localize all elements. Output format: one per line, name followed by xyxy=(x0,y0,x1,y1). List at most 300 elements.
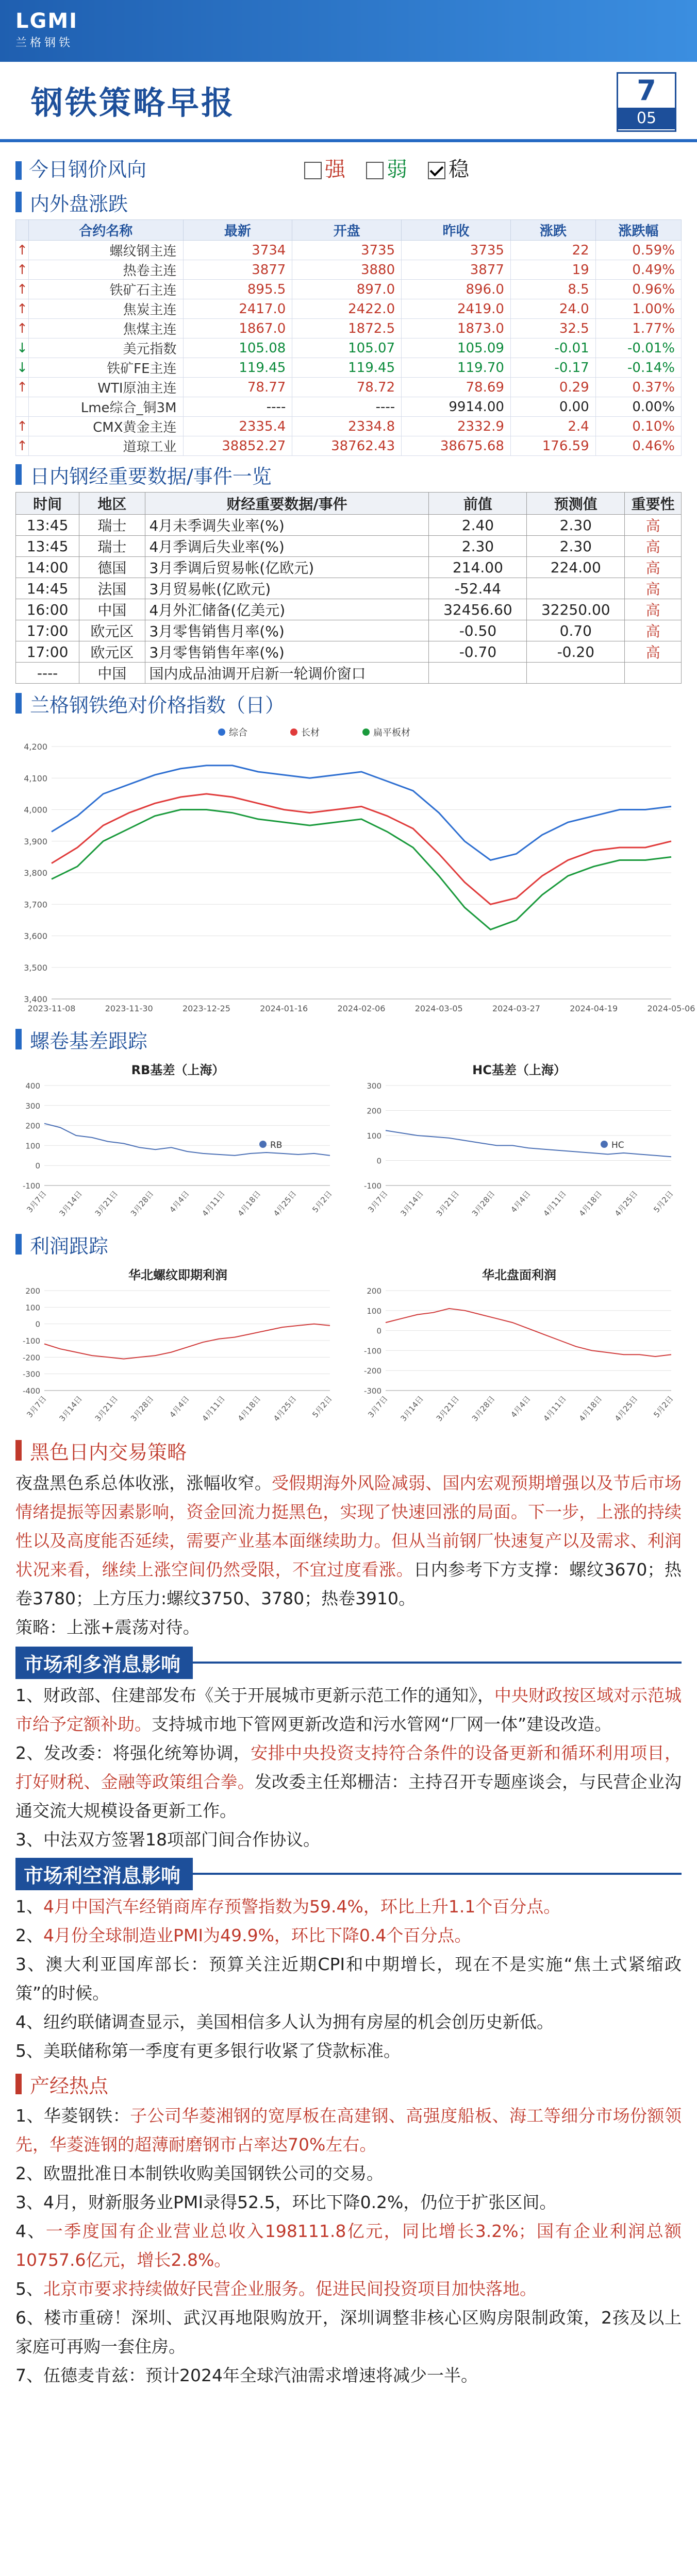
cell-prev: 32456.60 xyxy=(429,599,527,620)
cell-prev: 38675.68 xyxy=(402,436,511,456)
cell-last: 38852.27 xyxy=(183,436,292,456)
cell-time: 17:00 xyxy=(16,620,79,641)
cell-chg: 24.0 xyxy=(510,299,595,319)
trend-option-label: 稳 xyxy=(449,157,469,181)
checkbox-icon[interactable] xyxy=(304,162,322,179)
chart-title: 华北螺纹即期利润 xyxy=(128,1268,227,1282)
news-text: 7、伍德麦肯兹：预计2024年全球汽油需求增速将减少一半。 xyxy=(15,2365,478,2385)
good-news-header xyxy=(15,1647,682,1678)
basis-charts xyxy=(15,1057,682,1227)
x-tick-label: 4月4日 xyxy=(509,1394,533,1420)
news-text: 1、财政部、住建部发布《关于开展城市更新示范工作的通知》， xyxy=(15,1685,494,1705)
table-row xyxy=(16,436,682,456)
cell-event: 3月季调后贸易帐(亿欧元) xyxy=(145,557,429,578)
news-text: 4、纽约联储调查显示，美国相信多人认为拥有房屋的机会创历史新低。 xyxy=(15,2012,554,2032)
y-tick-label: 3,700 xyxy=(24,900,47,910)
news-item xyxy=(15,2361,682,2390)
legend-marker xyxy=(218,728,225,736)
cell-name: 铁矿FE主连 xyxy=(29,358,184,378)
cell-prev xyxy=(429,663,527,684)
cell-fcst: 2.30 xyxy=(527,536,625,557)
cell-chg: 19 xyxy=(510,260,595,280)
x-tick-label: 5月2日 xyxy=(652,1394,675,1420)
x-tick-label: 2023-11-30 xyxy=(105,1004,153,1013)
cell-name: 焦煤主连 xyxy=(29,319,184,338)
y-tick-label: 0 xyxy=(35,1319,40,1329)
arrow-up-icon: ↑ xyxy=(16,299,29,319)
spot-profit-chart xyxy=(15,1262,340,1432)
arrow-up-icon: ↑ xyxy=(16,378,29,397)
cell-prev: 2419.0 xyxy=(402,299,511,319)
market-section-header xyxy=(15,188,682,216)
cell-prev: 214.00 xyxy=(429,557,527,578)
x-tick-label: 3月28日 xyxy=(128,1394,156,1423)
news-text: 发改委主任郑栅洁：主持召开专题座谈会，与民营企业沟通交流大规模设备更新工作。 xyxy=(15,1772,682,1821)
x-tick-label: 3月7日 xyxy=(366,1394,390,1420)
y-tick-label: -300 xyxy=(22,1369,40,1379)
x-tick-label: 2024-04-19 xyxy=(570,1004,618,1013)
x-tick-label: 2023-12-25 xyxy=(182,1004,230,1013)
y-tick-label: 300 xyxy=(25,1101,40,1111)
x-tick-label: 3月28日 xyxy=(470,1189,497,1218)
cell-prev: 2.30 xyxy=(429,536,527,557)
industry-section-header xyxy=(15,2070,682,2098)
x-tick-label: 4月4日 xyxy=(509,1189,533,1215)
cell-chg: 0.00 xyxy=(510,397,595,417)
section-bar xyxy=(15,1029,22,1049)
news-text: 1、华菱钢铁： xyxy=(15,2106,130,2126)
cell-last: 3734 xyxy=(183,241,292,260)
trend-row xyxy=(15,149,682,185)
cell-pct: -0.01% xyxy=(595,338,681,358)
cell-prev: 3877 xyxy=(402,260,511,280)
news-item xyxy=(15,1892,682,1921)
date-box xyxy=(617,72,676,132)
news-text: 4月份全球制造业PMI为49.9%，环比下降0.4个百分点。 xyxy=(43,1925,472,1945)
y-tick-label: 200 xyxy=(367,1286,381,1296)
hc-basis-chart xyxy=(357,1057,682,1227)
cell-event: 4月未季调失业率(%) xyxy=(145,515,429,536)
news-text: 中央财政按区域对示范城市给予定额补助。 xyxy=(15,1685,682,1734)
news-text: 2、 xyxy=(15,1925,43,1945)
econ-section-header xyxy=(15,460,682,489)
x-tick-label: 5月2日 xyxy=(310,1189,334,1215)
x-tick-label: 4月25日 xyxy=(271,1189,298,1218)
column-header: 地区 xyxy=(79,493,145,515)
x-tick-label: 4月25日 xyxy=(612,1394,640,1423)
cell-prev: 3735 xyxy=(402,241,511,260)
news-text: 3、4月，财新服务业PMI录得52.5，环比下降0.2%，仍位于扩张区间。 xyxy=(15,2192,557,2212)
cell-region: 欧元区 xyxy=(79,620,145,641)
y-tick-label: -100 xyxy=(363,1346,381,1356)
cell-open: 119.45 xyxy=(292,358,402,378)
y-tick-label: 100 xyxy=(367,1131,381,1141)
x-tick-label: 3月7日 xyxy=(366,1189,390,1215)
profit-section-title: 利润跟踪 xyxy=(30,1234,109,1258)
cell-pct: 0.59% xyxy=(595,241,681,260)
x-tick-label: 3月7日 xyxy=(25,1394,48,1420)
cell-region: 德国 xyxy=(79,557,145,578)
date-day: 7 xyxy=(637,74,656,107)
cell-prev: 2.40 xyxy=(429,515,527,536)
cell-last: 3877 xyxy=(183,260,292,280)
table-row xyxy=(16,338,682,358)
y-tick-label: -100 xyxy=(363,1181,381,1191)
arrow-up-icon: ↑ xyxy=(16,241,29,260)
x-tick-label: 4月18日 xyxy=(236,1394,263,1423)
x-tick-label: 3月21日 xyxy=(434,1189,461,1218)
cell-prev: -0.50 xyxy=(429,620,527,641)
cell-name: 铁矿石主连 xyxy=(29,280,184,299)
cell-region: 欧元区 xyxy=(79,641,145,663)
market-section-title: 内外盘涨跌 xyxy=(30,192,128,215)
x-tick-label: 3月21日 xyxy=(434,1394,461,1423)
news-text: 子公司华菱湘钢的宽厚板在高建钢、高强度船板、海工等细分市场份额领先，华菱涟钢的超薄耐磨钢市占率达70%左右。 xyxy=(15,2106,682,2155)
y-tick-label: 0 xyxy=(376,1156,381,1166)
cell-open: 38762.43 xyxy=(292,436,402,456)
y-tick-label: 100 xyxy=(25,1303,40,1313)
news-item xyxy=(15,2217,682,2275)
table-row xyxy=(16,641,682,663)
trend-option[interactable] xyxy=(366,158,407,181)
cell-open: 1872.5 xyxy=(292,319,402,338)
section-bar xyxy=(15,1440,22,1461)
no-change-icon xyxy=(16,397,29,417)
x-tick-label: 2023-11-08 xyxy=(27,1004,76,1013)
cell-event: 3月贸易帐(亿欧元) xyxy=(145,578,429,599)
cell-open: 2334.8 xyxy=(292,417,402,436)
logo-cn: 兰格钢铁 xyxy=(15,37,74,49)
x-tick-label: 3月21日 xyxy=(93,1189,120,1218)
cell-event: 国内成品油调开启新一轮调价窗口 xyxy=(145,663,429,684)
news-text: 5、美联储称第一季度有更多银行收紧了贷款标准。 xyxy=(15,2041,401,2061)
section-bar xyxy=(15,192,22,212)
cell-event: 3月零售销售年率(%) xyxy=(145,641,429,663)
legend-label: 扁平板材 xyxy=(373,727,410,738)
news-text: 4月中国汽车经销商库存预警指数为59.4%，环比上升1.1个百分点。 xyxy=(43,1896,561,1917)
column-header: 最新 xyxy=(183,220,292,241)
chart-title: RB基差（上海） xyxy=(131,1063,225,1077)
y-tick-label: -200 xyxy=(22,1353,40,1363)
cell-imp: 高 xyxy=(625,515,682,536)
cell-last: 119.45 xyxy=(183,358,292,378)
cell-name: 焦炭主连 xyxy=(29,299,184,319)
cell-pct: 0.46% xyxy=(595,436,681,456)
column-header: 预测值 xyxy=(527,493,625,515)
column-header: 涨跌 xyxy=(510,220,595,241)
cell-prev: 78.69 xyxy=(402,378,511,397)
strategy-p1b: 受假期海外风险减弱、国内宏观预期增强以及节后市场情绪提振等因素影响，资金回流力挺黑色，实现了快速回涨的局面。下一步，上涨的持续性以及高度能否延续，需要产业基本面继续助力。但从当前钢厂快速复产以及需求、利润状况来看，继续上涨空间仍然受限，不宜过度看涨。 xyxy=(15,1473,682,1580)
cell-name: 热卷主连 xyxy=(29,260,184,280)
y-tick-label: 3,400 xyxy=(24,994,47,1004)
news-text: 4、 xyxy=(15,2221,46,2241)
news-text: 安排中央投资支持符合条件的设备更新和循环利用项目，打好财税、金融等政策组合拳。 xyxy=(15,1743,682,1792)
legend-label: 长材 xyxy=(301,727,320,738)
legend-marker xyxy=(259,1141,267,1148)
section-line xyxy=(193,1662,682,1664)
column-header: 开盘 xyxy=(292,220,402,241)
news-text: 5、 xyxy=(15,2279,43,2299)
x-tick-label: 3月7日 xyxy=(25,1189,48,1215)
cell-open: 897.0 xyxy=(292,280,402,299)
header-band xyxy=(0,0,697,62)
strategy-text xyxy=(15,1469,682,1642)
y-tick-label: 400 xyxy=(25,1081,40,1091)
arrow-up-icon: ↑ xyxy=(16,436,29,456)
table-row xyxy=(16,599,682,620)
legend-label: RB xyxy=(270,1140,283,1150)
news-text: 2、欧盟批准日本制铁收购美国钢铁公司的交易。 xyxy=(15,2163,384,2183)
table-row xyxy=(16,280,682,299)
x-tick-label: 3月14日 xyxy=(399,1394,425,1423)
news-item xyxy=(15,2275,682,2303)
checkbox-icon[interactable] xyxy=(366,162,384,179)
econ-table-body xyxy=(16,515,682,684)
x-tick-label: 4月11日 xyxy=(541,1394,568,1423)
x-tick-label: 4月18日 xyxy=(577,1189,604,1218)
cell-prev: 9914.00 xyxy=(402,397,511,417)
y-tick-label: 100 xyxy=(367,1306,381,1316)
cell-fcst: 32250.00 xyxy=(527,599,625,620)
table-row xyxy=(16,397,682,417)
news-item xyxy=(15,1825,682,1854)
column-header: 涨跌幅 xyxy=(595,220,681,241)
industry-section-title: 产经热点 xyxy=(30,2074,109,2097)
x-tick-label: 4月11日 xyxy=(200,1189,227,1218)
cell-region: 瑞士 xyxy=(79,515,145,536)
cell-prev: 119.70 xyxy=(402,358,511,378)
x-tick-label: 5月2日 xyxy=(652,1189,675,1215)
news-item xyxy=(15,1950,682,2008)
table-row xyxy=(16,319,682,338)
cell-imp xyxy=(625,663,682,684)
cell-time: 13:45 xyxy=(16,536,79,557)
column-header: 财经重要数据/事件 xyxy=(145,493,429,515)
y-tick-label: -100 xyxy=(22,1181,40,1191)
table-row xyxy=(16,358,682,378)
x-tick-label: 3月14日 xyxy=(57,1394,84,1423)
cell-last: 105.08 xyxy=(183,338,292,358)
table-row xyxy=(16,417,682,436)
cell-prev: 105.09 xyxy=(402,338,511,358)
column-header: 合约名称 xyxy=(29,220,184,241)
y-tick-label: 200 xyxy=(25,1121,40,1131)
cell-last: ---- xyxy=(183,397,292,417)
cell-prev: 896.0 xyxy=(402,280,511,299)
cell-chg: 176.59 xyxy=(510,436,595,456)
title-row xyxy=(0,62,697,142)
y-tick-label: -400 xyxy=(22,1386,40,1396)
cell-event: 4月季调后失业率(%) xyxy=(145,536,429,557)
section-bar xyxy=(15,464,22,485)
y-tick-label: -300 xyxy=(363,1386,381,1396)
trend-option-label: 强 xyxy=(325,157,345,181)
cell-last: 2335.4 xyxy=(183,417,292,436)
cell-region: 中国 xyxy=(79,663,145,684)
cell-prev: -0.70 xyxy=(429,641,527,663)
cell-imp: 高 xyxy=(625,599,682,620)
x-tick-label: 2024-03-05 xyxy=(414,1004,463,1013)
cell-time: 13:45 xyxy=(16,515,79,536)
cell-chg: 0.29 xyxy=(510,378,595,397)
cell-chg: 32.5 xyxy=(510,319,595,338)
news-item xyxy=(15,1681,682,1739)
section-bar xyxy=(15,1234,22,1255)
x-tick-label: 3月21日 xyxy=(93,1394,120,1423)
profit-section-header xyxy=(15,1230,682,1259)
news-text: 3、中法双方签署18项部门间合作协议。 xyxy=(15,1829,320,1850)
trend-option[interactable] xyxy=(428,158,469,181)
x-tick-label: 2024-01-16 xyxy=(260,1004,308,1013)
news-text: 支持城市地下管网更新改造和污水管网“厂网一体”建设改造。 xyxy=(152,1714,612,1734)
x-tick-label: 3月28日 xyxy=(470,1394,497,1423)
arrow-up-icon: ↑ xyxy=(16,260,29,280)
cell-pct: 0.00% xyxy=(595,397,681,417)
x-tick-label: 5月2日 xyxy=(310,1394,334,1420)
cell-name: 螺纹钢主连 xyxy=(29,241,184,260)
cell-fcst: 2.30 xyxy=(527,515,625,536)
cell-name: CMX黄金主连 xyxy=(29,417,184,436)
arrow-down-icon: ↓ xyxy=(16,358,29,378)
x-tick-label: 2024-03-27 xyxy=(492,1004,540,1013)
section-bar xyxy=(15,161,22,180)
column-header: 昨收 xyxy=(402,220,511,241)
trend-options xyxy=(304,153,490,182)
section-bar xyxy=(15,2074,22,2094)
arrow-down-icon: ↓ xyxy=(16,338,29,358)
news-item xyxy=(15,2037,682,2065)
y-tick-label: 3,500 xyxy=(24,962,47,973)
cell-pct: 1.00% xyxy=(595,299,681,319)
cell-name: Lme综合_铜3M xyxy=(29,397,184,417)
cell-prev: 2332.9 xyxy=(402,417,511,436)
y-tick-label: 200 xyxy=(367,1106,381,1116)
cell-imp: 高 xyxy=(625,536,682,557)
y-tick-label: 3,900 xyxy=(24,836,47,846)
y-tick-label: 4,200 xyxy=(24,742,47,752)
cell-time: 17:00 xyxy=(16,641,79,663)
strategy-p1c: 日内参考下方支撑：螺纹3670；热卷3780；上方压力:螺纹3750、3780；热卷3910。 xyxy=(15,1560,682,1608)
table-row xyxy=(16,557,682,578)
news-item xyxy=(15,2102,682,2159)
cell-open: ---- xyxy=(292,397,402,417)
legend-marker xyxy=(362,728,370,736)
strategy-p2: 策略：上涨+震荡对待。 xyxy=(15,1617,200,1637)
table-row xyxy=(16,620,682,641)
x-tick-label: 3月14日 xyxy=(399,1189,425,1218)
good-news-title: 市场利多消息影响 xyxy=(15,1647,193,1679)
econ-section-title: 日内钢经重要数据/事件一览 xyxy=(30,465,272,488)
arrow-up-icon: ↑ xyxy=(16,319,29,338)
trend-section-title xyxy=(15,154,304,182)
cell-pct: -0.14% xyxy=(595,358,681,378)
news-item xyxy=(15,2008,682,2037)
strategy-p1a: 夜盘黑色系总体收涨，涨幅收窄。 xyxy=(15,1473,272,1493)
cell-time: 14:45 xyxy=(16,578,79,599)
strategy-section-title: 黑色日内交易策略 xyxy=(30,1440,187,1464)
econ-table xyxy=(15,492,682,684)
section-line xyxy=(193,1873,682,1875)
checkbox-checked-icon[interactable] xyxy=(428,162,445,179)
x-tick-label: 2024-05-06 xyxy=(647,1004,695,1013)
cell-prev: -52.44 xyxy=(429,578,527,599)
news-text: 1、 xyxy=(15,1896,43,1917)
news-item xyxy=(15,1739,682,1825)
cell-chg: 22 xyxy=(510,241,595,260)
x-tick-label: 3月28日 xyxy=(128,1189,156,1218)
cell-last: 78.77 xyxy=(183,378,292,397)
cell-fcst: 0.70 xyxy=(527,620,625,641)
arrow-up-icon: ↑ xyxy=(16,280,29,299)
cell-pct: 1.77% xyxy=(595,319,681,338)
x-tick-label: 4月4日 xyxy=(168,1189,191,1215)
x-tick-label: 4月4日 xyxy=(168,1394,191,1420)
x-tick-label: 4月25日 xyxy=(612,1189,640,1218)
x-tick-label: 2024-02-06 xyxy=(337,1004,386,1013)
cell-open: 105.07 xyxy=(292,338,402,358)
cell-name: 道琼工业 xyxy=(29,436,184,456)
cell-time: 14:00 xyxy=(16,557,79,578)
cell-imp: 高 xyxy=(625,578,682,599)
table-row xyxy=(16,663,682,684)
cell-pct: 0.37% xyxy=(595,378,681,397)
legend-marker xyxy=(290,728,297,736)
arrow-col xyxy=(16,220,29,241)
trend-option[interactable] xyxy=(304,158,345,181)
profit-charts xyxy=(15,1262,682,1432)
cell-chg: 2.4 xyxy=(510,417,595,436)
x-tick-label: 4月18日 xyxy=(236,1189,263,1218)
market-table-header xyxy=(16,220,682,241)
legend-label: 综合 xyxy=(229,727,247,738)
futures-profit-chart xyxy=(357,1262,682,1432)
cell-open: 2422.0 xyxy=(292,299,402,319)
page-title: 钢铁策略早报 xyxy=(31,84,236,122)
index-section-title: 兰格钢铁绝对价格指数（日） xyxy=(30,693,285,717)
table-row xyxy=(16,578,682,599)
cell-imp: 高 xyxy=(625,641,682,663)
cell-fcst: 224.00 xyxy=(527,557,625,578)
y-tick-label: 200 xyxy=(25,1286,40,1296)
cell-pct: 0.49% xyxy=(595,260,681,280)
date-month: 05 xyxy=(618,108,675,129)
cell-imp: 高 xyxy=(625,557,682,578)
y-tick-label: 4,100 xyxy=(24,773,47,784)
cell-event: 3月零售销售月率(%) xyxy=(145,620,429,641)
basis-section-title: 螺卷基差跟踪 xyxy=(30,1029,148,1053)
bad-news-list xyxy=(15,1892,682,2065)
index-chart xyxy=(15,721,695,1020)
table-row xyxy=(16,299,682,319)
cell-name: 美元指数 xyxy=(29,338,184,358)
cell-open: 3880 xyxy=(292,260,402,280)
y-tick-label: -100 xyxy=(22,1336,40,1346)
index-chart-wrap xyxy=(15,721,695,1022)
cell-pct: 0.10% xyxy=(595,417,681,436)
table-row xyxy=(16,536,682,557)
cell-chg: 8.5 xyxy=(510,280,595,299)
y-tick-label: 4,000 xyxy=(24,805,47,815)
cell-fcst xyxy=(527,663,625,684)
rb-basis-chart xyxy=(15,1057,340,1227)
basis-section-header xyxy=(15,1025,682,1054)
logo xyxy=(15,9,108,53)
y-tick-label: 300 xyxy=(367,1081,381,1091)
index-section-header xyxy=(15,689,682,718)
cell-pct: 0.96% xyxy=(595,280,681,299)
legend-marker xyxy=(601,1141,608,1148)
table-row xyxy=(16,515,682,536)
